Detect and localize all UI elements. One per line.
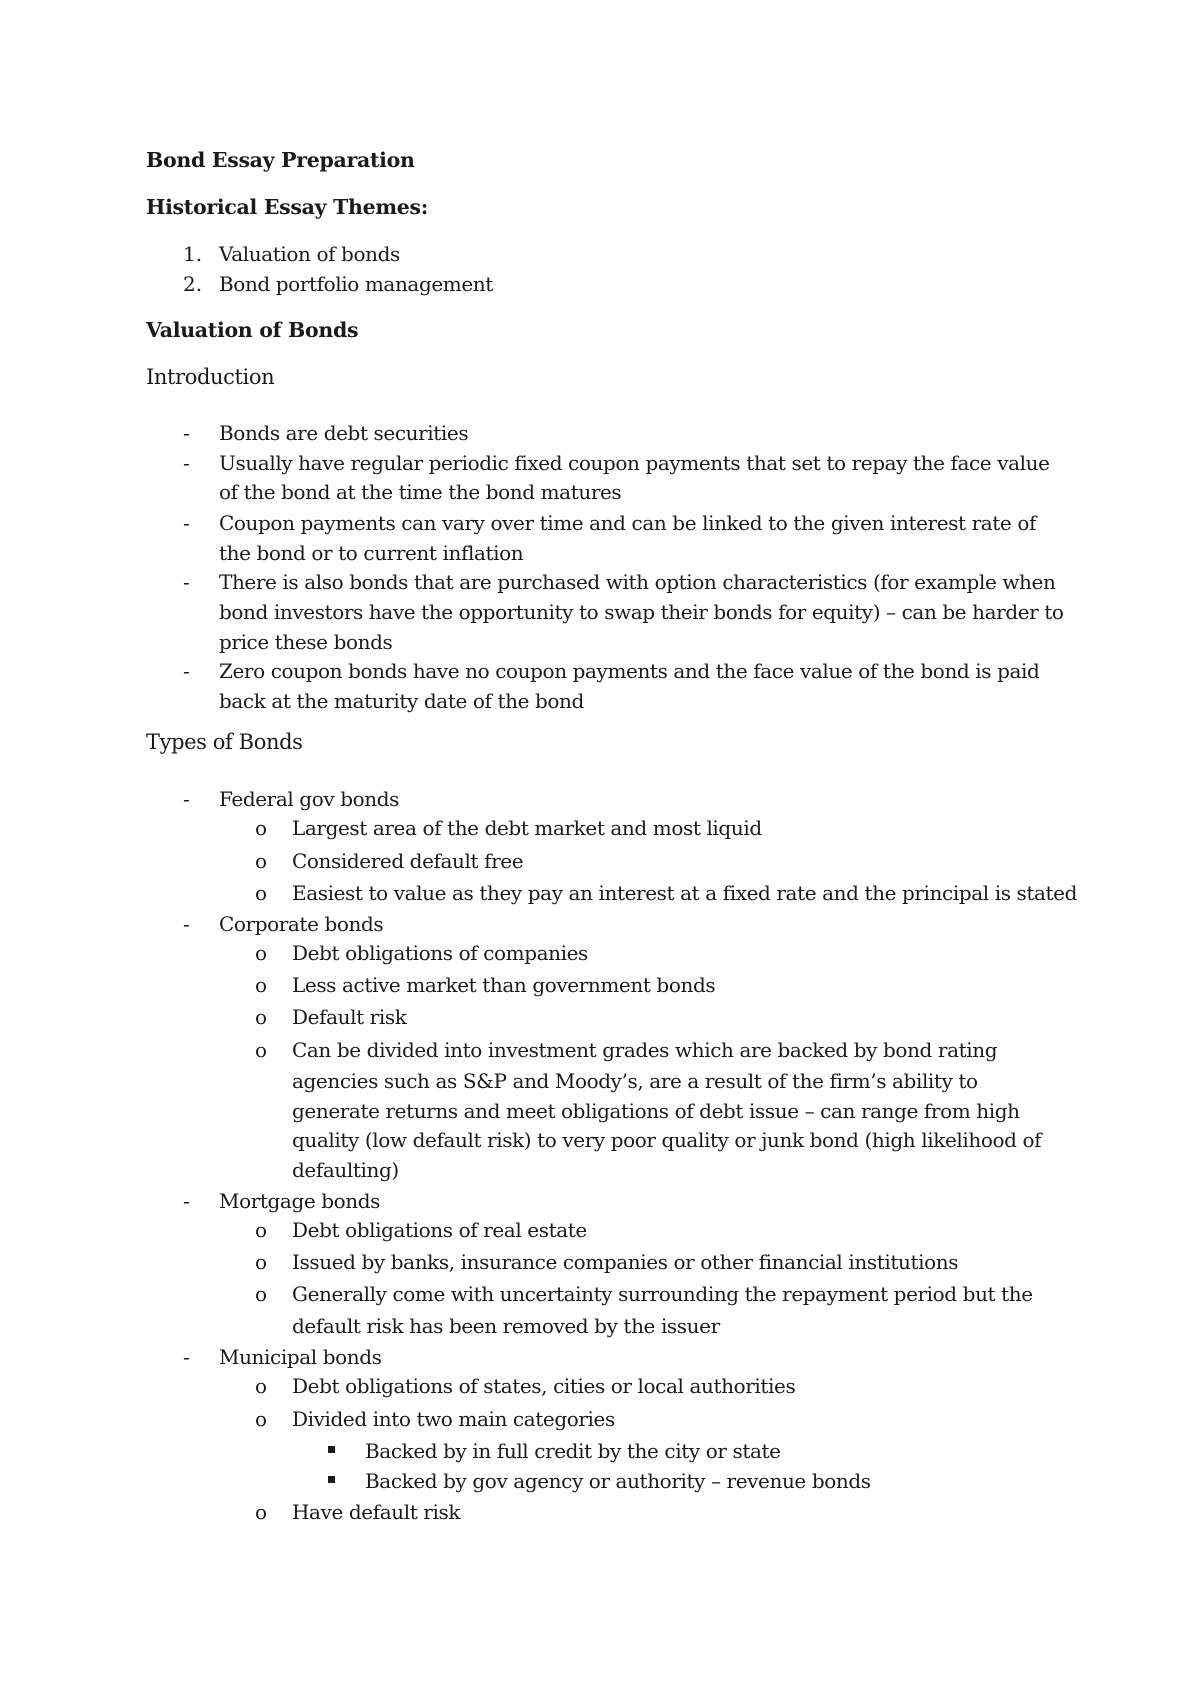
- dash-bullet: -: [183, 421, 190, 445]
- list-item-line: price these bonds: [219, 630, 393, 654]
- dash-bullet: -: [183, 912, 190, 936]
- list-number: 1.: [183, 242, 203, 266]
- list-item-line: Coupon payments can vary over time and can be linked to the given interest rate of: [219, 511, 1036, 535]
- list-item-line: Debt obligations of states, cities or local authorities: [292, 1374, 796, 1398]
- circle-bullet: o: [255, 849, 268, 873]
- list-item-line: default risk has been removed by the issuer: [292, 1314, 720, 1338]
- list-item-line: generate returns and meet obligations of debt issue – can range from high: [292, 1099, 1020, 1123]
- list-item-line: Default risk: [292, 1005, 407, 1029]
- list-item-line: of the bond at the time the bond matures: [219, 480, 622, 504]
- bond-type-label: Corporate bonds: [219, 912, 384, 936]
- list-item: Valuation of bonds: [219, 242, 400, 266]
- circle-bullet: o: [255, 973, 268, 997]
- list-item: Bond portfolio management: [219, 272, 493, 296]
- list-item-line: defaulting): [292, 1158, 399, 1182]
- circle-bullet: o: [255, 1407, 268, 1431]
- circle-bullet: o: [255, 1005, 268, 1029]
- list-item-line: Have default risk: [292, 1500, 461, 1524]
- circle-bullet: o: [255, 1218, 268, 1242]
- dash-bullet: -: [183, 787, 190, 811]
- list-item-line: Backed by in full credit by the city or state: [365, 1439, 781, 1463]
- circle-bullet: o: [255, 1282, 268, 1306]
- square-bullet: [328, 1476, 335, 1483]
- list-item-line: Generally come with uncertainty surrounding the repayment period but the: [292, 1282, 1033, 1306]
- dash-bullet: -: [183, 511, 190, 535]
- circle-bullet: o: [255, 1500, 268, 1524]
- dash-bullet: -: [183, 570, 190, 594]
- list-item-line: agencies such as S&P and Moody’s, are a result of the firm’s ability to: [292, 1069, 978, 1093]
- list-item-line: Easiest to value as they pay an interest at a fixed rate and the principal is stated: [292, 881, 1078, 905]
- dash-bullet: -: [183, 451, 190, 475]
- list-item-line: Less active market than government bonds: [292, 973, 716, 997]
- circle-bullet: o: [255, 1250, 268, 1274]
- list-item-line: Divided into two main categories: [292, 1407, 615, 1431]
- list-item-line: Debt obligations of companies: [292, 941, 588, 965]
- list-item-line: Issued by banks, insurance companies or other financial institutions: [292, 1250, 959, 1274]
- list-item-line: bond investors have the opportunity to swap their bonds for equity) – can be harder to: [219, 600, 1064, 624]
- list-item-line: Zero coupon bonds have no coupon payments and the face value of the bond is paid: [219, 659, 1040, 683]
- circle-bullet: o: [255, 1374, 268, 1398]
- list-item-line: Considered default free: [292, 849, 524, 873]
- dash-bullet: -: [183, 1345, 190, 1369]
- list-item-line: Backed by gov agency or authority – revenue bonds: [365, 1469, 871, 1493]
- circle-bullet: o: [255, 941, 268, 965]
- bond-type-label: Municipal bonds: [219, 1345, 382, 1369]
- subsection-heading: Introduction: [146, 365, 275, 389]
- square-bullet: [328, 1446, 335, 1453]
- list-item-line: Largest area of the debt market and most liquid: [292, 816, 762, 840]
- list-item-line: Usually have regular periodic fixed coupon payments that set to repay the face value: [219, 451, 1050, 475]
- list-item-line: Debt obligations of real estate: [292, 1218, 587, 1242]
- list-item-line: back at the maturity date of the bond: [219, 689, 584, 713]
- circle-bullet: o: [255, 816, 268, 840]
- circle-bullet: o: [255, 881, 268, 905]
- list-item-line: Bonds are debt securities: [219, 421, 469, 445]
- themes-heading: Historical Essay Themes:: [146, 195, 429, 219]
- list-item-line: quality (low default risk) to very poor quality or junk bond (high likelihood of: [292, 1128, 1042, 1152]
- dash-bullet: -: [183, 659, 190, 683]
- list-item-line: Can be divided into investment grades which are backed by bond rating: [292, 1038, 998, 1062]
- subsection-heading: Types of Bonds: [146, 730, 303, 754]
- bond-type-label: Federal gov bonds: [219, 787, 399, 811]
- document-title: Bond Essay Preparation: [146, 148, 415, 172]
- circle-bullet: o: [255, 1038, 268, 1062]
- list-number: 2.: [183, 272, 203, 296]
- dash-bullet: -: [183, 1189, 190, 1213]
- bond-type-label: Mortgage bonds: [219, 1189, 381, 1213]
- section-heading: Valuation of Bonds: [146, 318, 359, 342]
- list-item-line: There is also bonds that are purchased with option characteristics (for example when: [219, 570, 1056, 594]
- list-item-line: the bond or to current inflation: [219, 541, 524, 565]
